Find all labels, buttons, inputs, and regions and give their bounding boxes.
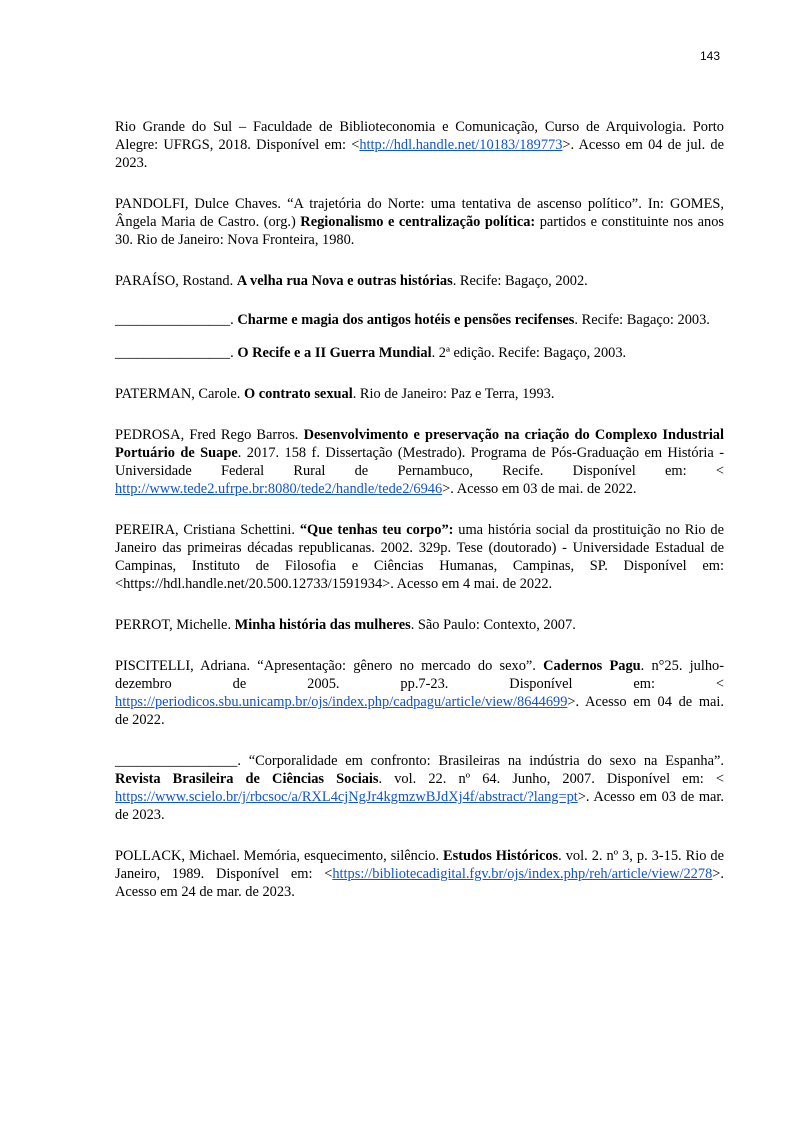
reference-title: Desenvolvimento e preservação na criação do Complexo Industrial Portuário de Suape xyxy=(115,427,725,461)
reference-text: >. Acesso em 03 de mar. de 2023. xyxy=(115,789,724,823)
reference-title: Regionalismo e centralização política: xyxy=(300,214,536,230)
page-number: 143 xyxy=(700,49,721,63)
reference-text: ________________. xyxy=(115,345,238,361)
reference-text: . São Paulo: Contexto, 2007. xyxy=(410,617,576,633)
reference-text: _________________. “Corporalidade em confronto: Brasileiras na indústria do sexo na Espanha”. xyxy=(115,753,724,769)
reference-text: PEDROSA, Fred Rego Barros. xyxy=(115,427,304,443)
reference-text: PARAÍSO, Rostand. xyxy=(115,273,237,289)
reference-title: Minha história das mulheres xyxy=(234,617,411,633)
reference-text: >. Acesso em 04 de jul. de 2023. xyxy=(115,137,725,171)
reference-text: PANDOLFI, Dulce Chaves. “A trajetória do Norte: uma tentativa de ascenso político”. In: GOMES, Ângela Maria de Castro. (org.) xyxy=(115,196,724,230)
reference-text: >. Acesso em 04 de mai. de 2022. xyxy=(115,694,724,728)
reference-text: PEREIRA, Cristiana Schettini. xyxy=(115,522,300,538)
reference-entry xyxy=(115,385,724,403)
reference-text: uma história social da prostituição no Rio de Janeiro das primeiras décadas republicanas. 2002. 329p. Tese (doutorado) - Universidade Estadual de Campinas, Instituto de Filosofia e Ciências Humanas, Campinas, SP. Disponível em: <https://hdl.handle.net/20.500.12733/1591934>. Acesso em 4 mai. de 2022. xyxy=(115,522,724,592)
reference-text: >. Acesso em 24 de mar. de 2023. xyxy=(115,866,724,900)
reference-title: O Recife e a II Guerra Mundial xyxy=(237,345,432,361)
reference-entry xyxy=(115,118,724,172)
reference-text: >. Acesso em 03 de mai. de 2022. xyxy=(442,481,637,497)
reference-title: “Que tenhas teu corpo”: xyxy=(299,522,454,538)
reference-text: . Recife: Bagaço: 2003. xyxy=(574,312,710,328)
reference-text: . vol. 2. nº 3, p. 3-15. Rio de Janeiro, 1989. Disponível em: < xyxy=(115,848,724,882)
reference-entry xyxy=(115,847,724,901)
reference-text: partidos e constituinte nos anos 30. Rio de Janeiro: Nova Fronteira, 1980. xyxy=(115,214,724,248)
reference-entry xyxy=(115,272,724,290)
reference-text: PERROT, Michelle. xyxy=(115,617,235,633)
reference-text: . n°25. julho-dezembro de 2005. pp.7-23. Disponível em: < xyxy=(115,658,725,692)
reference-entry xyxy=(115,752,724,824)
reference-title: Revista Brasileira de Ciências Sociais xyxy=(115,771,379,787)
reference-entry xyxy=(115,657,724,729)
reference-title: Cadernos Pagu xyxy=(543,658,641,674)
reference-link[interactable]: https://periodicos.sbu.unicamp.br/ojs/index.php/cadpagu/article/view/8644699 xyxy=(115,694,568,710)
reference-entry xyxy=(115,521,724,593)
reference-list xyxy=(115,118,724,901)
reference-text: . Recife: Bagaço, 2002. xyxy=(452,273,588,289)
reference-text: . 2017. 158 f. Dissertação (Mestrado). Programa de Pós-Graduação em História - Universidade Federal Rural de Pernambuco, Recife. Disponível em: < xyxy=(115,445,724,479)
reference-title: O contrato sexual xyxy=(244,386,353,402)
reference-entry xyxy=(115,195,724,249)
reference-link[interactable]: https://www.scielo.br/j/rbcsoc/a/RXL4cjNgJr4kgmzwBJdXj4f/abstract/?lang=pt xyxy=(115,789,578,805)
reference-link[interactable]: http://hdl.handle.net/10183/189773 xyxy=(359,137,563,153)
reference-text: ________________. xyxy=(115,312,238,328)
reference-text: PISCITELLI, Adriana. “Apresentação: gênero no mercado do sexo”. xyxy=(115,658,544,674)
reference-title: Charme e magia dos antigos hotéis e pensões recifenses xyxy=(237,312,575,328)
reference-text: . 2ª edição. Recife: Bagaço, 2003. xyxy=(431,345,627,361)
reference-text: . Rio de Janeiro: Paz e Terra, 1993. xyxy=(352,386,555,402)
reference-text: POLLACK, Michael. Memória, esquecimento, silêncio. xyxy=(115,848,444,864)
reference-entry xyxy=(115,344,724,362)
reference-text: PATERMAN, Carole. xyxy=(115,386,244,402)
reference-text: . vol. 22. nº 64. Junho, 2007. Disponível em: < xyxy=(378,771,724,787)
reference-entry xyxy=(115,426,724,498)
reference-link[interactable]: https://bibliotecadigital.fgv.br/ojs/index.php/reh/article/view/2278 xyxy=(332,866,713,882)
reference-text: Rio Grande do Sul – Faculdade de Biblioteconomia e Comunicação, Curso de Arquivologia. Porto Alegre: UFRGS, 2018. Disponível em: < xyxy=(115,119,724,153)
reference-title: Estudos Históricos xyxy=(443,848,559,864)
reference-entry xyxy=(115,311,724,329)
reference-entry xyxy=(115,616,724,634)
reference-title: A velha rua Nova e outras histórias xyxy=(236,273,453,289)
reference-link[interactable]: http://www.tede2.ufrpe.br:8080/tede2/handle/tede2/6946 xyxy=(115,481,443,497)
